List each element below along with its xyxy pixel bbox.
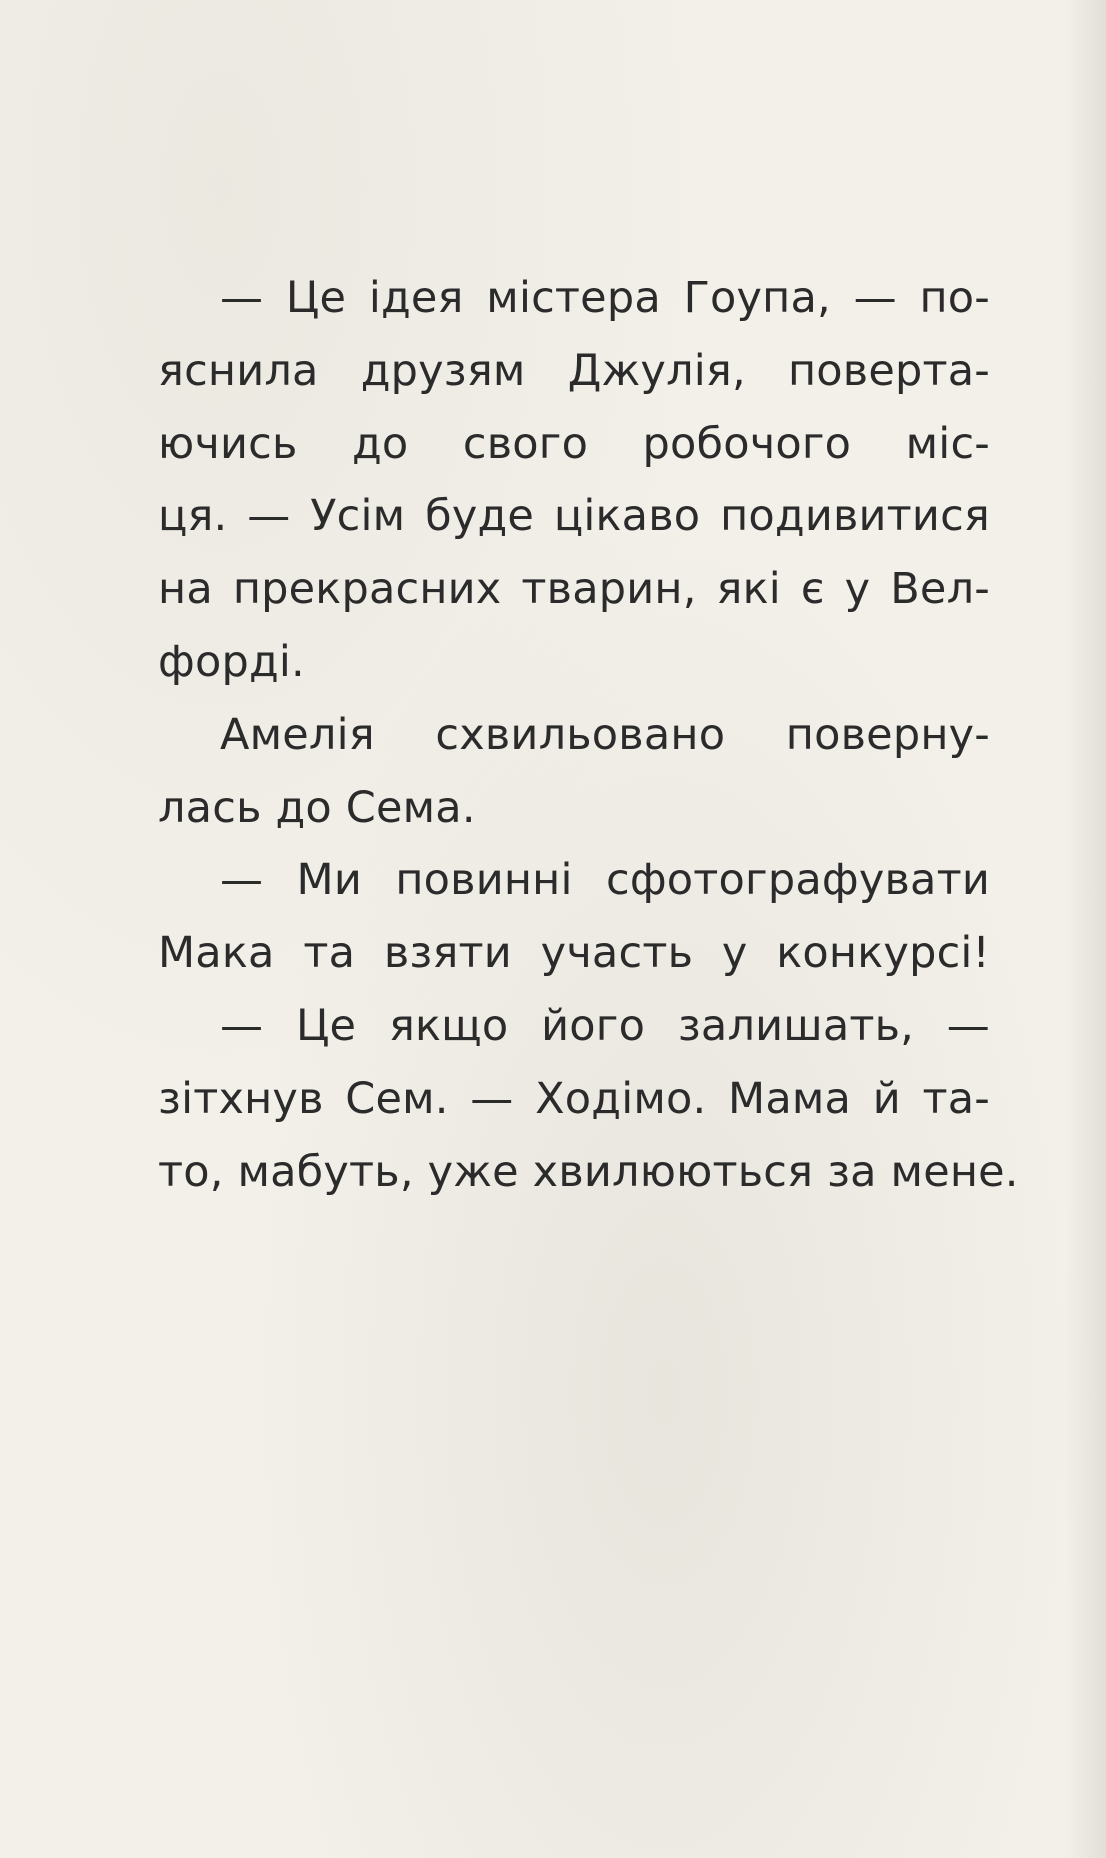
text-line: зітхнув Сем. — Ходімо. Мама й та- bbox=[158, 1073, 990, 1124]
story-text bbox=[158, 262, 1019, 1208]
text-line: яснила друзям Джулія, поверта- bbox=[158, 345, 990, 396]
text-line: форді. bbox=[158, 636, 305, 687]
text-line: ючись до свого робочого міс- bbox=[158, 418, 990, 469]
text-line: Амелія схвильовано поверну- bbox=[220, 709, 990, 760]
text-line: то, мабуть, уже хвилюються за мене. bbox=[158, 1146, 1019, 1197]
page-edge-shadow bbox=[1065, 0, 1106, 1858]
text-line: Мака та взяти участь у конкурсі! bbox=[158, 928, 990, 979]
text-line: на прекрасних тварин, які є у Вел- bbox=[158, 564, 990, 615]
text-line: — Це якщо його залишать, — bbox=[220, 1000, 990, 1051]
text-line: ця. — Усім буде цікаво подивитися bbox=[158, 491, 990, 542]
text-line: — Ми повинні сфотографувати bbox=[220, 855, 990, 906]
text-line: — Це ідея містера Гоупа, — по- bbox=[220, 273, 990, 323]
text-line: лась до Сема. bbox=[158, 782, 476, 833]
